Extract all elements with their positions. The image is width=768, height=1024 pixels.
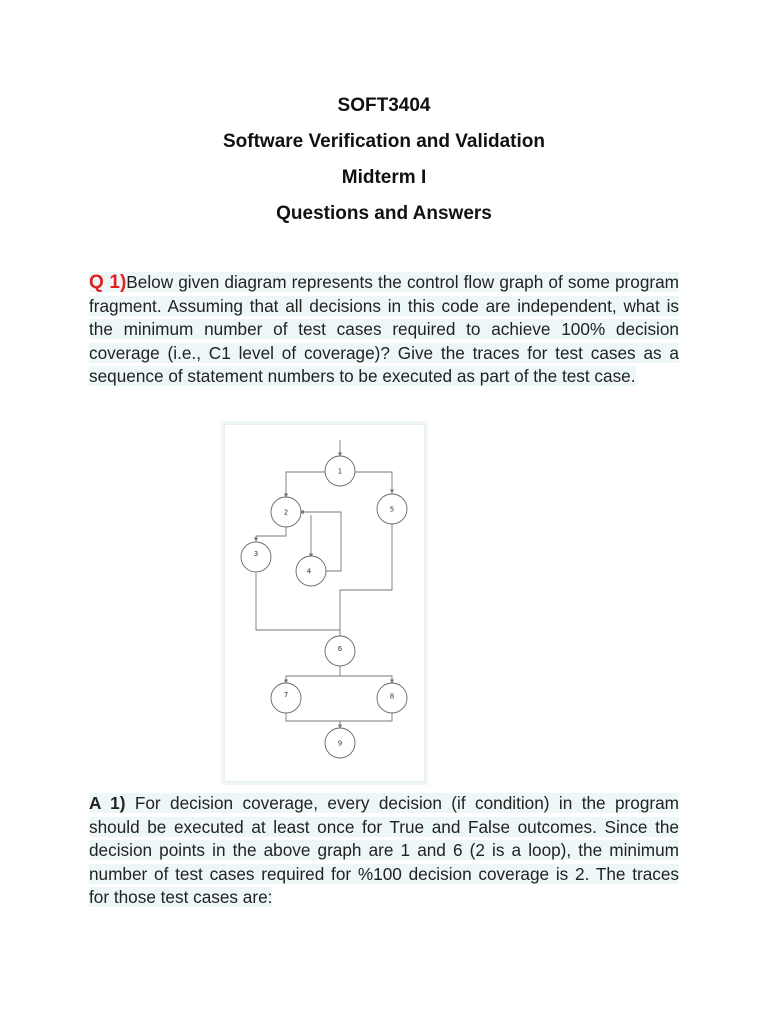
document-header: [0, 88, 768, 232]
exam-title: Midterm I: [341, 167, 427, 188]
answer-1-text: For decision coverage, every decision (if condition) in the program should be executed at least once for True and False outcomes. Since the decision points in the above graph are 1 and 6 (2 is a loop), the minimum number of test cases required for %100 decision coverage is 2. The traces for those test cases are:: [89, 793, 679, 907]
control-flow-graph-svg: [225, 425, 424, 781]
node-9: [325, 728, 355, 758]
node-8-label: 8: [389, 692, 395, 701]
edge-5-6: [340, 523, 392, 630]
node-6: [325, 636, 355, 666]
node-5-label: 5: [389, 505, 395, 514]
control-flow-graph: [225, 425, 424, 781]
node-5: [377, 494, 407, 524]
course-code: SOFT3404: [337, 95, 431, 116]
node-4: [296, 556, 326, 586]
edge-2-3: [256, 525, 286, 541]
node-1: [325, 456, 355, 486]
edge-7-9: [286, 713, 340, 728]
edge-1-5: [352, 472, 392, 493]
edge-3-6: [256, 573, 340, 639]
edge-1-2: [286, 472, 328, 497]
node-6-label: 6: [337, 645, 343, 653]
edge-6-7: [286, 664, 340, 683]
node-4-label: 4: [306, 567, 312, 576]
node-7: [271, 683, 301, 713]
edge-6-8: [340, 676, 392, 683]
node-2-label: 2: [283, 508, 289, 517]
edge-8-9: [340, 713, 392, 721]
node-1-label: 1: [337, 467, 343, 476]
node-7-label: 7: [283, 691, 289, 699]
question-1-text: Below given diagram represents the control flow graph of some program fragment. Assuming that all decisions in this code are independent, what is the minimum number of test cases required to achieve 100% decision coverage (i.e., C1 level of coverage)? Give the traces for test cases as a sequence of statement numbers to be executed as part of the test case.: [89, 272, 679, 386]
node-2: [271, 497, 301, 527]
answer-1-label: A 1): [89, 793, 126, 813]
node-3: [241, 542, 271, 572]
document-subtitle: Questions and Answers: [276, 203, 492, 224]
answer-1: [89, 792, 679, 910]
course-title: Software Verification and Validation: [222, 131, 546, 152]
question-1-label: Q 1): [89, 272, 127, 293]
node-3-label: 3: [253, 550, 259, 558]
question-1: [89, 271, 679, 389]
node-8: [377, 683, 407, 713]
node-9-label: 9: [337, 739, 343, 748]
